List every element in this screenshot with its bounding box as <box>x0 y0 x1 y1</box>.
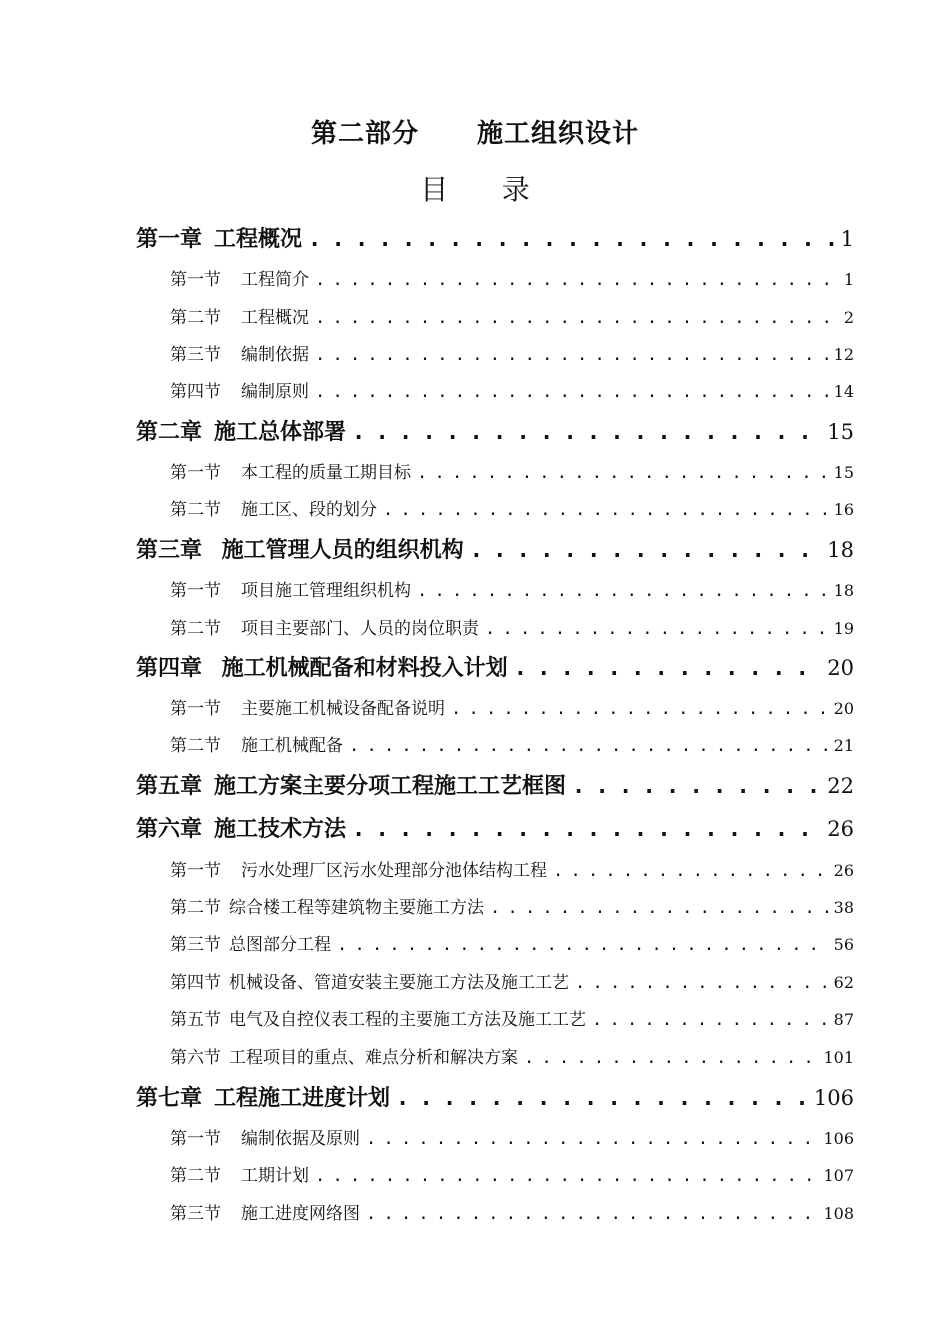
toc-entry-title: 工程项目的重点、难点分析和解决方案 <box>229 1048 518 1068</box>
toc-entry-title: 工期计划 <box>241 1166 309 1186</box>
toc-chapter-entry[interactable] <box>136 651 854 687</box>
toc-entry-number: 第四章 <box>136 656 203 681</box>
toc-entry-number: 第四节 <box>170 382 221 402</box>
toc-entry-title: 施工区、段的划分 <box>241 500 377 520</box>
toc-entry-number: 第一章 <box>136 227 203 252</box>
toc-entry-title: 工程施工进度计划 <box>214 1086 391 1111</box>
toc-entry-number: 第二章 <box>136 420 203 445</box>
toc-page-number: 20 <box>827 656 854 680</box>
toc-chapter-entry[interactable] <box>136 415 854 451</box>
toc-section-entry[interactable] <box>170 303 854 333</box>
toc-page-number: 18 <box>827 538 854 562</box>
toc-page-number: 106 <box>813 1086 854 1110</box>
toc-entry-title: 项目施工管理组织机构 <box>241 581 411 601</box>
toc-entry-title: 机械设备、管道安装主要施工方法及施工工艺 <box>229 973 569 993</box>
toc-dot-leader <box>575 973 830 993</box>
toc-chapter-entry[interactable] <box>136 533 854 569</box>
toc-section-entry[interactable] <box>170 265 854 295</box>
toc-entry-number: 第二节 <box>170 1166 221 1186</box>
toc-section-entry[interactable] <box>170 614 854 644</box>
toc-dot-leader <box>308 227 837 252</box>
toc-entry-number: 第二节 <box>170 619 221 639</box>
toc-dot-leader <box>572 774 823 799</box>
toc-entry-title: 施工机械配备和材料投入计划 <box>214 656 508 681</box>
toc-entry-number: 第二节 <box>170 898 221 918</box>
toc-page-number: 26 <box>833 861 854 880</box>
toc-entry-title: 施工机械配备 <box>241 736 343 756</box>
toc-page-number: 38 <box>833 898 854 917</box>
toc-section-entry[interactable] <box>170 340 854 370</box>
toc-entry-title: 施工管理人员的组织机构 <box>214 538 464 563</box>
toc-dot-leader <box>352 420 823 445</box>
toc-entry-number: 第六节 <box>170 1048 221 1068</box>
toc-section-entry[interactable] <box>170 731 854 761</box>
toc-section-entry[interactable] <box>170 576 854 606</box>
toc-entry-title: 施工总体部署 <box>214 420 347 445</box>
toc-page-number: 2 <box>843 308 854 327</box>
toc-dot-leader <box>592 1010 830 1030</box>
toc-entry-title: 项目主要部门、人员的岗位职责 <box>241 619 479 639</box>
toc-dot-leader <box>553 861 830 881</box>
toc-page-number: 1 <box>840 227 854 251</box>
toc-entry-number: 第三节 <box>170 935 221 955</box>
toc-page-number: 15 <box>833 463 854 482</box>
toc-entry-title: 工程简介 <box>241 270 309 290</box>
toc-dot-leader <box>514 656 824 681</box>
toc-entry-number: 第七章 <box>136 1086 203 1111</box>
toc-entry-title: 主要施工机械设备配备说明 <box>241 699 445 719</box>
toc-page-number: 108 <box>823 1204 854 1223</box>
toc-dot-leader <box>349 736 830 756</box>
toc-entry-title: 污水处理厂区污水处理部分池体结构工程 <box>241 861 547 881</box>
toc-entry-title: 编制依据 <box>241 345 309 365</box>
toc-entry-title: 施工技术方法 <box>214 817 347 842</box>
toc-section-entry[interactable] <box>170 1161 854 1191</box>
toc-entry-number: 第一节 <box>170 581 221 601</box>
toc-entry-title: 施工方案主要分项工程施工工艺框图 <box>214 774 567 799</box>
toc-entry-number: 第六章 <box>136 817 203 842</box>
toc-dot-leader <box>470 538 824 563</box>
toc-page-number: 22 <box>827 774 854 798</box>
toc-dot-leader <box>366 1129 819 1149</box>
toc-page-number: 26 <box>827 817 854 841</box>
toc-page-number: 107 <box>823 1166 854 1185</box>
toc-dot-leader <box>315 270 840 290</box>
toc-page-number: 62 <box>833 973 854 992</box>
toc-entry-title: 总图部分工程 <box>229 935 331 955</box>
toc-page-number: 101 <box>823 1048 854 1067</box>
toc-section-entry[interactable] <box>170 1124 854 1154</box>
toc-chapter-entry[interactable] <box>136 769 854 805</box>
toc-entry-title: 电气及自控仪表工程的主要施工方法及施工工艺 <box>229 1010 586 1030</box>
toc-dot-leader <box>315 308 840 328</box>
toc-dot-leader <box>417 581 830 601</box>
toc-entry-number: 第一节 <box>170 699 221 719</box>
toc-section-entry[interactable] <box>170 930 854 960</box>
toc-entry-title: 编制原则 <box>241 382 309 402</box>
toc-page-number: 21 <box>833 736 854 755</box>
toc-page-number: 56 <box>833 935 854 954</box>
toc-section-entry[interactable] <box>170 1199 854 1229</box>
toc-page-number: 14 <box>833 382 854 401</box>
toc-entry-title: 本工程的质量工期目标 <box>241 463 411 483</box>
toc-page-number: 106 <box>823 1129 854 1148</box>
toc-section-entry[interactable] <box>170 694 854 724</box>
toc-page-number: 16 <box>833 500 854 519</box>
toc-chapter-entry[interactable] <box>136 812 854 848</box>
toc-dot-leader <box>352 817 823 842</box>
toc-entry-number: 第五节 <box>170 1010 221 1030</box>
toc-page-number: 18 <box>833 581 854 600</box>
toc-entry-title: 编制依据及原则 <box>241 1129 360 1149</box>
toc-dot-leader <box>315 382 830 402</box>
toc-page-number: 87 <box>833 1010 854 1029</box>
toc-entry-title: 施工进度网络图 <box>241 1204 360 1224</box>
toc-entry-title: 工程概况 <box>214 227 303 252</box>
toc-dot-leader <box>417 463 830 483</box>
toc-page-number: 15 <box>827 420 854 444</box>
toc-entry-number: 第四节 <box>170 973 221 993</box>
toc-page-number: 12 <box>833 345 854 364</box>
toc-heading: 目 录 <box>420 173 530 206</box>
toc-entry-number: 第一节 <box>170 1129 221 1149</box>
toc-section-entry[interactable] <box>170 856 854 886</box>
toc-dot-leader <box>337 935 830 955</box>
toc-dot-leader <box>490 898 830 918</box>
toc-dot-leader <box>451 699 830 719</box>
toc-entry-number: 第二节 <box>170 736 221 756</box>
toc-section-entry[interactable] <box>170 1043 854 1073</box>
toc-page-number: 19 <box>833 619 854 638</box>
toc-dot-leader <box>315 345 830 365</box>
toc-entry-title: 综合楼工程等建筑物主要施工方法 <box>229 898 484 918</box>
toc-entry-number: 第五章 <box>136 774 203 799</box>
toc-entry-number: 第一节 <box>170 270 221 290</box>
toc-dot-leader <box>524 1048 819 1068</box>
toc-entry-number: 第二节 <box>170 500 221 520</box>
toc-entry-number: 第二节 <box>170 308 221 328</box>
toc-entry-number: 第一节 <box>170 463 221 483</box>
toc-section-entry[interactable] <box>170 893 854 923</box>
toc-chapter-entry[interactable] <box>136 222 854 258</box>
toc-dot-leader <box>383 500 830 520</box>
toc-dot-leader <box>396 1086 810 1111</box>
toc-entry-number: 第三节 <box>170 345 221 365</box>
toc-section-entry[interactable] <box>170 458 854 488</box>
toc-dot-leader <box>315 1166 819 1186</box>
part-title: 施工组织设计 <box>477 119 640 149</box>
toc-section-entry[interactable] <box>170 495 854 525</box>
toc-section-entry[interactable] <box>170 1005 854 1035</box>
toc-entry-title: 工程概况 <box>241 308 309 328</box>
toc-dot-leader <box>366 1204 819 1224</box>
toc-entry-number: 第一节 <box>170 861 221 881</box>
part-label: 第二部分 <box>310 119 419 149</box>
toc-page-number: 1 <box>843 270 854 289</box>
toc-section-entry[interactable] <box>170 968 854 998</box>
toc-chapter-entry[interactable] <box>136 1081 854 1117</box>
toc-entry-number: 第三节 <box>170 1204 221 1224</box>
toc-section-entry[interactable] <box>170 377 854 407</box>
toc-entry-number: 第三章 <box>136 538 203 563</box>
toc-page-number: 20 <box>833 699 854 718</box>
toc-dot-leader <box>485 619 830 639</box>
